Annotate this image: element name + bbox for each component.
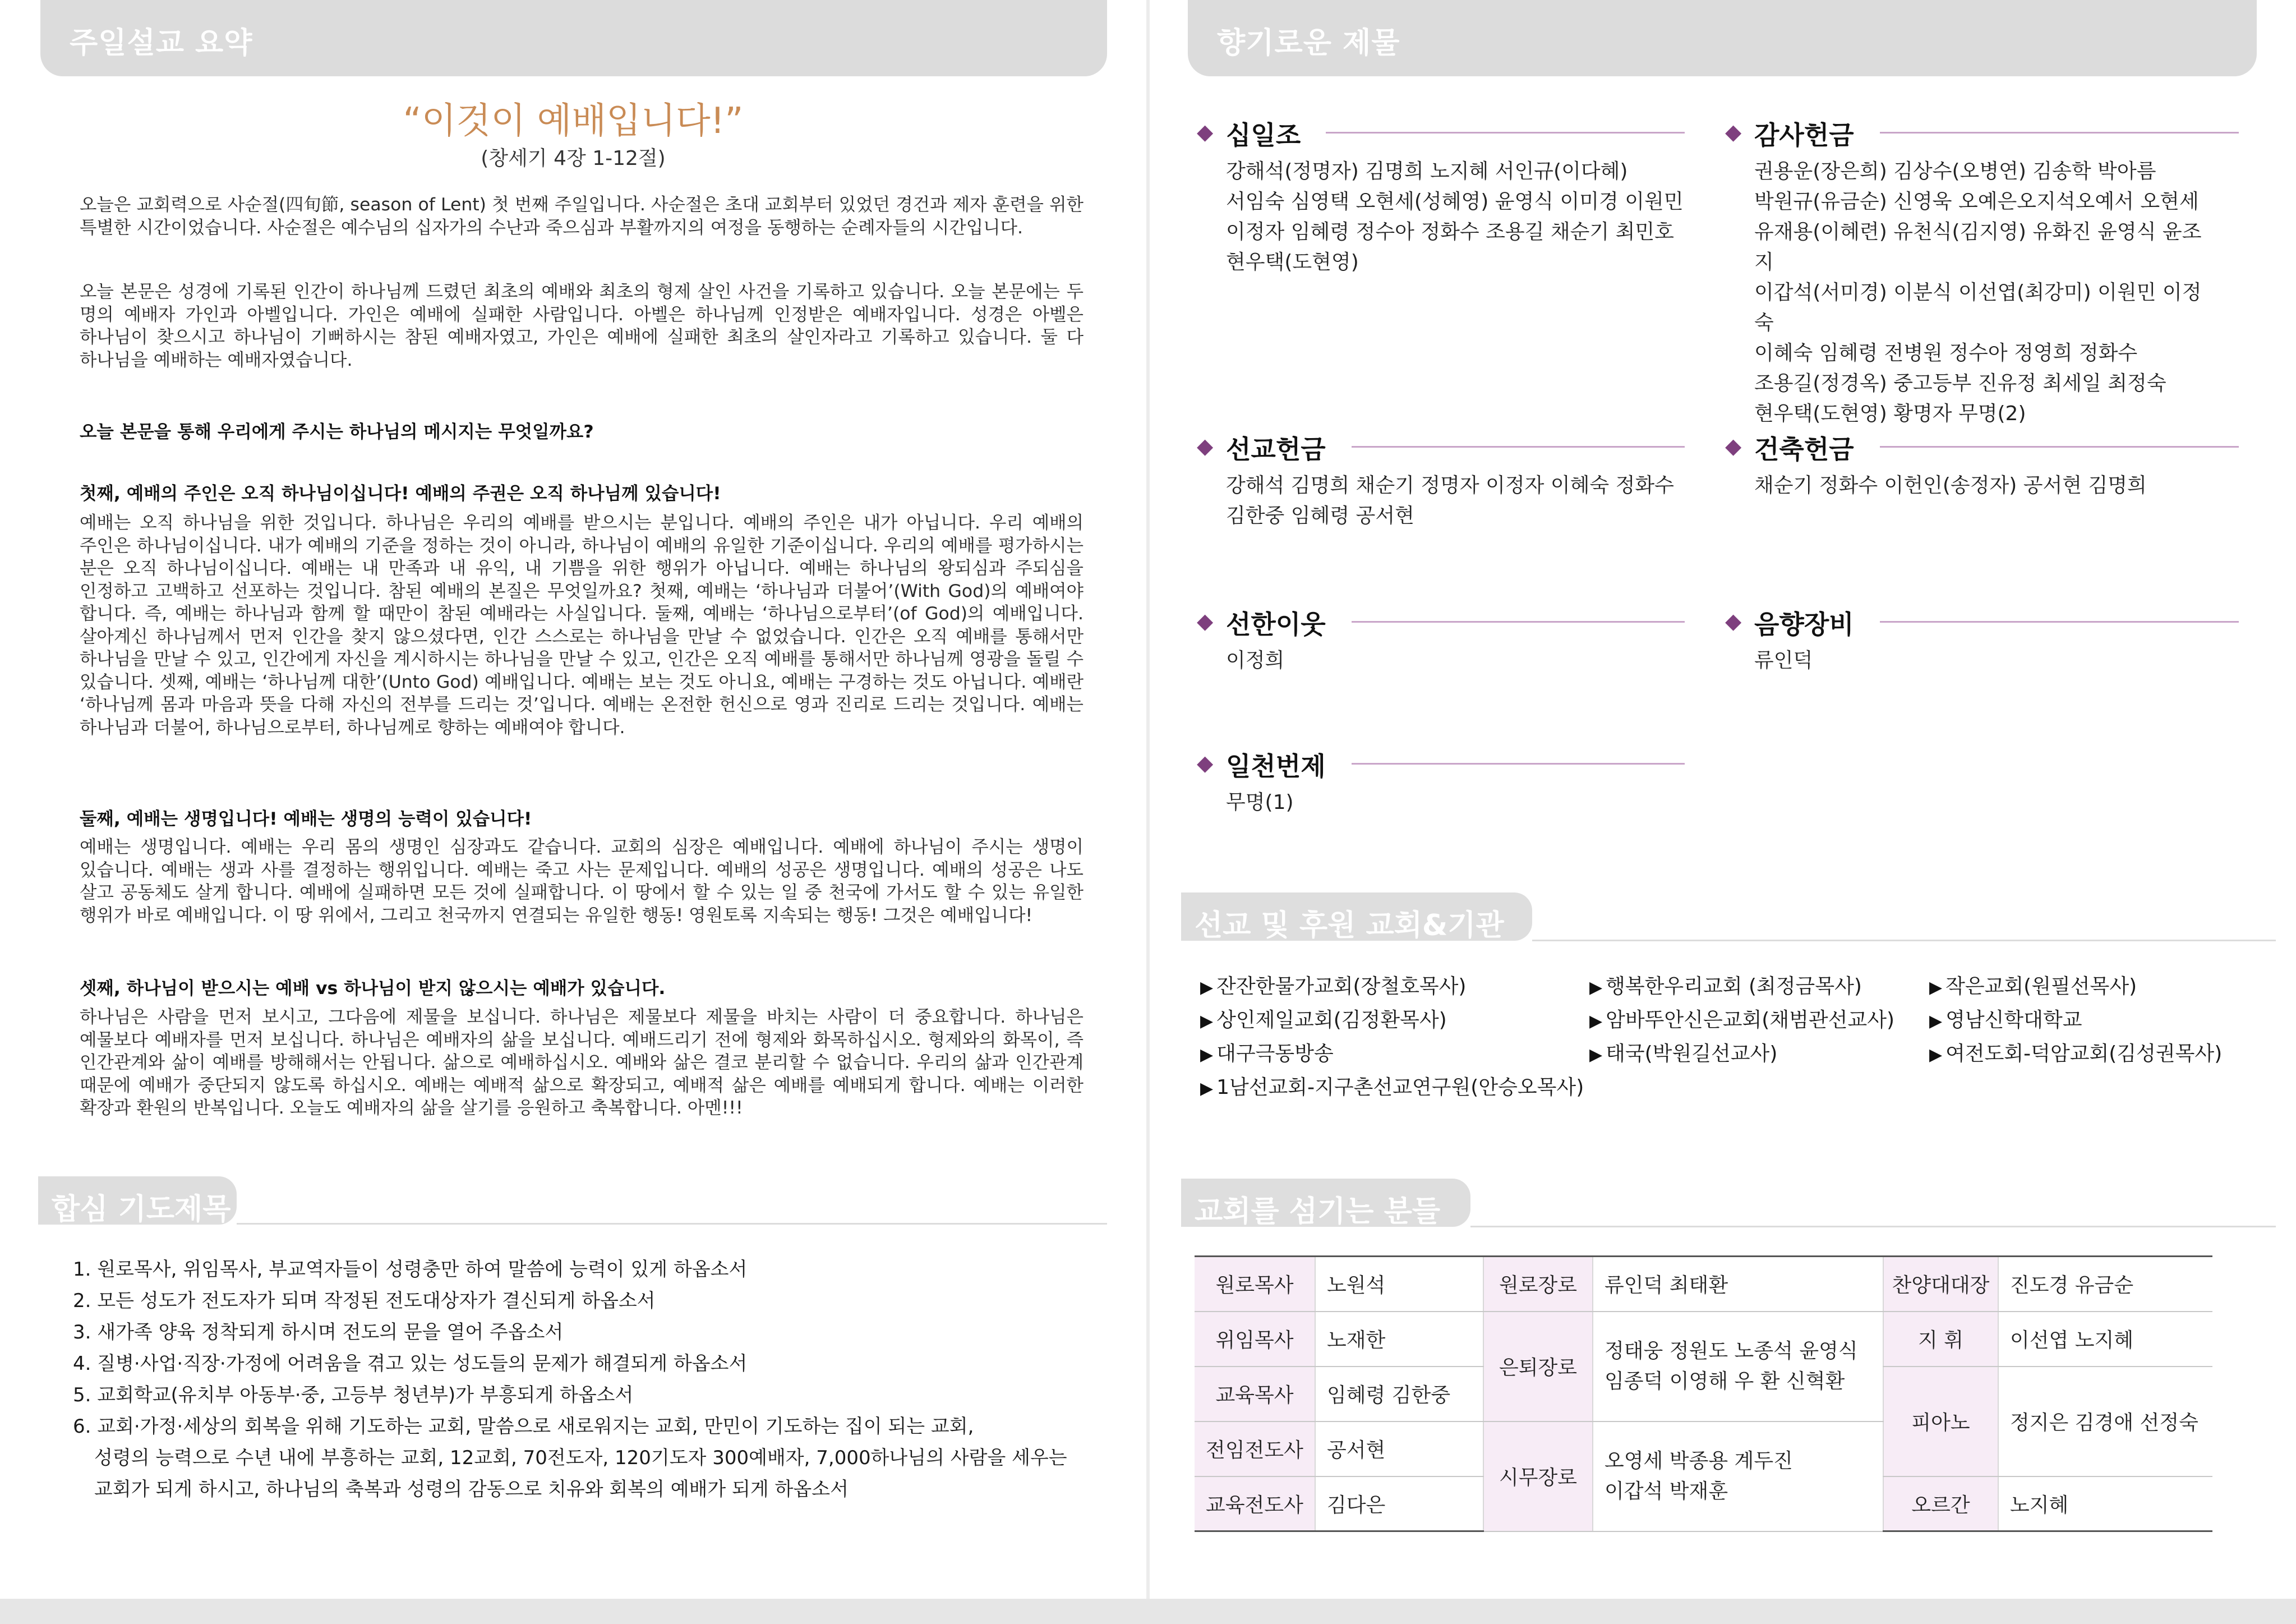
offering-sound	[1723, 604, 2216, 676]
staff-role: 오르간	[1883, 1476, 1998, 1531]
mission-item: ▶ 작은교회(원필선목사)	[1929, 970, 2222, 1004]
offering-building	[1723, 429, 2216, 501]
missions-heading	[1181, 892, 1532, 941]
offering-donors: 이정희	[1226, 649, 1285, 672]
mission-item: ▶ 영남신학대학교	[1929, 1004, 2222, 1038]
sermon-paragraph: 오늘 본문은 성경에 기록된 인간이 하나님께 드렸던 최초의 예배와 최초의 형제 살인 사건을 기록하고 있습니다. 오늘 본문에는 두 명의 예배자 가인과 아벨입니다. 가인은 예배에 실패한 사람입니다. 아벨은 하나님께 인정받은 예배자입니다. 성경은 아벨은 하나님이 찾으시고 하나님이 기뻐하시는 참된 예배자였고, 가인은 예배에 실패한 최초의 살인자라고 기록하고 있습니다. 둘 다 하나님을 예배하는 예배자였습니다.	[80, 282, 1084, 370]
offering-mission	[1195, 429, 1688, 531]
missions-col-1	[1200, 970, 1584, 1105]
offering-name: 건축헌금	[1754, 434, 1854, 464]
prayer-item-continued: 성령의 능력으로 수년 내에 부흥하는 교회, 12교회, 70전도자, 120기도자 300예배자, 7,000하나님의 사람을 세우는	[94, 1447, 1067, 1469]
staff-heading	[1181, 1179, 1470, 1227]
footer-bar	[0, 1599, 2296, 1624]
diamond-icon: ◆	[1197, 119, 1214, 144]
staff-role: 전임전도사	[1195, 1421, 1315, 1476]
staff-names: 정지은 김경애 선정숙	[1998, 1367, 2212, 1476]
staff-role: 교육전도사	[1195, 1476, 1315, 1531]
sermon-point-heading: 둘째, 예배는 생명입니다! 예배는 생명의 능력이 있습니다!	[80, 809, 532, 829]
offering-thanks	[1723, 115, 2216, 429]
staff-names: 공서현	[1315, 1421, 1483, 1476]
offering-name: 음향장비	[1754, 609, 1854, 640]
staff-role: 은퇴장로	[1483, 1312, 1593, 1421]
sermon-paragraph: 오늘은 교회력으로 사순절(四旬節, season of Lent) 첫 번째 주일입니다. 사순절은 초대 교회부터 있었던 경건과 제자 훈련을 위한 특별한 시간이었습니다. 사순절은 예수님의 십자가의 수난과 죽으심과 부활까지의 여정을 동행하는 순례자들의 시간입니다.	[80, 195, 1084, 238]
diamond-icon: ◆	[1197, 434, 1214, 458]
offering-donors: 무명(1)	[1226, 791, 1294, 814]
offering-name: 십일조	[1226, 120, 1301, 150]
diamond-icon: ◆	[1197, 609, 1214, 633]
table-row	[1195, 1312, 2212, 1367]
diamond-icon: ◆	[1725, 434, 1742, 458]
diamond-icon: ◆	[1197, 751, 1214, 775]
staff-role: 원로장로	[1483, 1257, 1593, 1312]
offering-thousand	[1195, 746, 1688, 818]
staff-role: 지 휘	[1883, 1312, 1998, 1367]
staff-role: 위임목사	[1195, 1312, 1315, 1367]
sermon-summary-title: 주일설교 요약	[70, 26, 253, 60]
prayer-list	[73, 1254, 1116, 1505]
prayer-item: 1. 원로목사, 위임목사, 부교역자들이 성령충만 하여 말씀에 능력이 있게 하옵소서	[73, 1258, 748, 1281]
offering-name: 선한이웃	[1226, 609, 1326, 640]
left-page	[0, 0, 1146, 1624]
offering-name: 선교헌금	[1226, 434, 1326, 464]
staff-names: 노재한	[1315, 1312, 1483, 1367]
divider	[1470, 1226, 2276, 1227]
offering-donors: 채순기 정화수 이헌인(송정자) 공서현 김명희	[1754, 474, 2147, 497]
staff-names: 진도경 유금순	[1998, 1257, 2212, 1312]
sermon-paragraph: 예배는 생명입니다. 예배는 우리 몸의 생명인 심장과도 같습니다. 교회의 심장은 예배입니다. 예배에 하나님이 주시는 생명이 있습니다. 예배는 생과 사를 결정하는 행위입니다. 예배는 죽고 사는 문제입니다. 예배의 성공은 생명입니다. 예배의 성공은 나도 살고 공동체도 살게 합니다. 예배에 실패하면 모든 것에 실패합니다. 이 땅에서 할 수 있는 일 중 천국에 가서도 할 수 있는 유일한 행위가 바로 예배입니다. 이 땅 위에서, 그리고 천국까지 연결되는 유일한 행동! 영원토록 지속되는 행동! 그것은 예배입니다!	[80, 837, 1084, 926]
offering-donors: 강해석 김명희 채순기 정명자 이정자 이혜숙 정화수 김한중 임혜령 공서현	[1226, 474, 1674, 527]
mission-item: ▶ 잔잔한물가교회(장철호목사)	[1200, 970, 1584, 1004]
staff-names: 오영세 박종용 계두진 이갑석 박재훈	[1593, 1421, 1883, 1531]
staff-role: 원로목사	[1195, 1257, 1315, 1312]
sermon-title: “이것이 예배입니다!”	[403, 100, 744, 142]
diamond-icon: ◆	[1725, 609, 1742, 633]
offering-tithe	[1195, 115, 1688, 278]
staff-names: 류인덕 최태환	[1593, 1257, 1883, 1312]
sermon-paragraph: 예배는 오직 하나님을 위한 것입니다. 하나님은 우리의 예배를 받으시는 분입니다. 예배의 주인은 내가 아닙니다. 우리 예배의 주인은 하나님이십니다. 내가 예배의 기준을 정하는 것이 아니라, 하나님이 예배의 유일한 기준이십니다. 우리의 예배를 평가하시는 분은 오직 하나님이십니다. 예배는 내 만족과 내 유익, 내 기쁨을 위한 행위가 아닙니다. 예배는 하나님의 왕되심과 주되심을 인정하고 고백하고 선포하는 것입니다. 참된 예배의 본질은 무엇일까요? 첫째, 예배는 ‘하나님과 더불어’(With God)의 예배여야 합니다. 즉, 예배는 하나님과 함께 할 때만이 참된 예배라는 사실입니다. 둘째, 예배는 ‘하나님으로부터’(of God)의 예배입니다. 살아계신 하나님께서 먼저 인간을 찾지 않으셨다면, 인간 스스로는 하나님을 만날 수 없었습니다. 인간은 오직 예배를 통해서만 하나님을 만날 수 있고, 인간에게 자신을 계시하시는 하나님을 만날 수 있고, 인간은 오직 예배를 통해서만 하나님께 영광을 돌릴 수 있습니다. 셋째, 예배는 ‘하나님께 대한’(Unto God) 예배입니다. 예배는 보는 것도 아니요, 예배는 구경하는 것도 아닙니다. 예배란 ‘하나님께 몸과 마음과 뜻을 다해 자신의 전부를 드리는 것’입니다. 예배는 온전한 헌신으로 영과 진리로 드리는 것입니다. 예배는 하나님과 더불어, 하나님으로부터, 하나님께로 향하는 예배여야 합니다.	[80, 513, 1084, 738]
sermon-point-heading: 첫째, 예배의 주인은 오직 하나님이십니다! 예배의 주권은 오직 하나님께 있습니다!	[80, 484, 721, 504]
offerings-header	[1188, 0, 2257, 76]
mission-item: ▶ 여전도회-덕암교회(김성권목사)	[1929, 1038, 2222, 1071]
offering-donors: 권용운(장은희) 김상수(오병연) 김송학 박아름 박원규(유금순) 신영욱 오예은오지석오예서 오현세 유재용(이혜련) 유천식(김지영) 유화진 윤영식 윤조지 이갑석(서미경) 이분식 이선엽(최강미) 이원민 이정숙 이혜숙 임혜령 전병원 정수아 정영희 정화수 조용길(정경옥) 중고등부 진유정 최세일 최정숙 현우택(도현영) 황명자 무명(2)	[1754, 160, 2202, 425]
mission-item: ▶ 상인제일교회(김정환목사)	[1200, 1004, 1584, 1038]
sermon-paragraph: 하나님은 사람을 먼저 보시고, 그다음에 제물을 보십니다. 하나님은 제물보다 제물을 바치는 사람이 더 중요합니다. 하나님은 예물보다 예배자를 먼저 보십니다. 하나님은 예배자의 삶을 보십니다. 예배드리기 전에 형제와 화목하십시오. 형제와의 화목이, 즉 인간관계와 삶이 예배를 방해해서는 안됩니다. 삶으로 예배하십시오. 예배와 삶은 결코 분리할 수 없습니다. 우리의 삶과 인간관계 때문에 예배가 중단되지 않도록 하십시오. 예배는 예배적 삶으로 확장되고, 예배적 삶은 예배를 예배되게 합니다. 예배는 이러한 확장과 환원의 반복입니다. 오늘도 예배자의 삶을 살기를 응원하고 축복합니다. 아멘!!!	[80, 1007, 1084, 1118]
divider	[237, 1223, 1107, 1225]
staff-table	[1195, 1255, 2212, 1532]
prayer-heading	[38, 1176, 237, 1225]
staff-names: 노원석	[1315, 1257, 1483, 1312]
sermon-question: 오늘 본문을 통해 우리에게 주시는 하나님의 메시지는 무엇일까요?	[80, 422, 594, 442]
staff-names: 임혜령 김한중	[1315, 1367, 1483, 1421]
prayer-item-continued: 교회가 되게 하시고, 하나님의 축복과 성령의 감동으로 치유와 회복의 예배가 되게 하옵소서	[94, 1478, 849, 1501]
staff-role: 시무장로	[1483, 1421, 1593, 1531]
offering-donors: 류인덕	[1754, 649, 1813, 672]
prayer-item: 3. 새가족 양육 정착되게 하시며 전도의 문을 열어 주옵소서	[73, 1321, 564, 1344]
offerings-title: 향기로운 제물	[1217, 26, 1400, 60]
mission-item: ▶ 암바뚜안신은교회(채범관선교사)	[1589, 1004, 1894, 1038]
mission-item: ▶ 행복한우리교회 (최정금목사)	[1589, 970, 1894, 1004]
sermon-reference: (창세기 4장 1-12절)	[481, 147, 666, 170]
offering-neighbor	[1195, 604, 1688, 676]
mission-item: ▶ 태국(박원길선교사)	[1589, 1038, 1894, 1071]
staff-names: 김다은	[1315, 1476, 1483, 1531]
staff-names: 이선엽 노지혜	[1998, 1312, 2212, 1367]
prayer-item: 6. 교회·가정·세상의 회복을 위해 기도하는 교회, 말씀으로 새로워지는 교회, 만민이 기도하는 집이 되는 교회,	[73, 1415, 974, 1438]
diamond-icon: ◆	[1725, 119, 1742, 144]
sermon-summary-header	[40, 0, 1107, 76]
prayer-item: 5. 교회학교(유치부 아동부·중, 고등부 청년부)가 부흥되게 하옵소서	[73, 1384, 634, 1406]
staff-names: 정태웅 정원도 노종석 윤영식 임종덕 이영해 우 환 신혁환	[1593, 1312, 1883, 1421]
divider	[1532, 940, 2276, 941]
prayer-heading-text: 합심 기도제목	[52, 1193, 231, 1226]
offering-donors: 강해석(정명자) 김명희 노지혜 서인규(이다혜) 서임숙 심영택 오현세(성혜영) 윤영식 이미경 이원민 이정자 임혜령 정수아 정화수 조용길 채순기 최민호 현우택(도현영)	[1226, 160, 1684, 274]
missions-col-3	[1929, 970, 2222, 1071]
missions-heading-text: 선교 및 후원 교회&기관	[1195, 909, 1504, 942]
staff-heading-text: 교회를 섬기는 분들	[1195, 1195, 1441, 1229]
sermon-point-heading: 셋째, 하나님이 받으시는 예배 vs 하나님이 받지 않으시는 예배가 있습니다.	[80, 978, 666, 999]
staff-role: 교육목사	[1195, 1367, 1315, 1421]
missions-col-2	[1589, 970, 1894, 1071]
staff-role: 찬양대대장	[1883, 1257, 1998, 1312]
mission-item: ▶ 1남선교회-지구촌선교연구원(안승오목사)	[1200, 1071, 1584, 1105]
offering-name: 일천번제	[1226, 751, 1326, 781]
mission-item: ▶ 대구극동방송	[1200, 1038, 1584, 1071]
table-row	[1195, 1257, 2212, 1312]
prayer-item: 4. 질병·사업·직장·가정에 어려움을 겪고 있는 성도들의 문제가 해결되게 하옵소서	[73, 1352, 748, 1375]
offering-name: 감사헌금	[1754, 120, 1854, 150]
staff-names: 노지혜	[1998, 1476, 2212, 1531]
prayer-item: 2. 모든 성도가 전도자가 되며 작정된 전도대상자가 결신되게 하옵소서	[73, 1290, 656, 1312]
staff-role: 피아노	[1883, 1367, 1998, 1476]
